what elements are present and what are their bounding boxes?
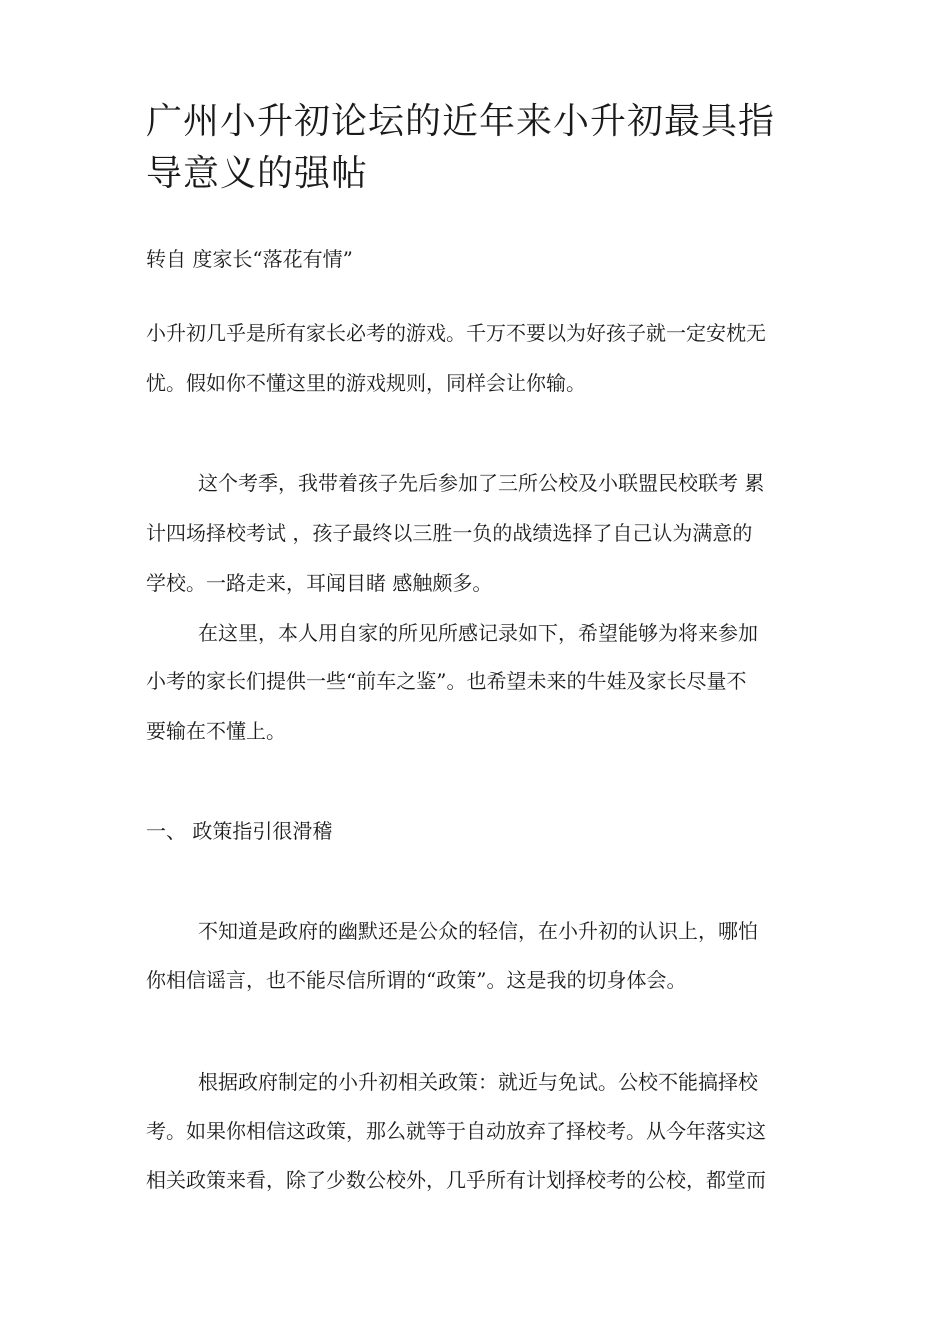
paragraph-line: 这个考季，我带着孩子先后参加了三所公校及小联盟民校联考 累 [198, 471, 765, 495]
paragraph-line: 你相信谣言，也不能尽信所谓的“政策”。这是我的切身体会。 [146, 968, 687, 992]
paragraph-line: 小升初几乎是所有家长必考的游戏。千万不要以为好孩子就一定安枕无 [146, 321, 766, 345]
paragraph-line: 不知道是政府的幽默还是公众的轻信，在小升初的认识上，哪怕 [198, 919, 758, 943]
document-title [146, 96, 826, 200]
paragraph-line: 根据政府制定的小升初相关政策：就近与免试。公校不能搞择校 [198, 1070, 758, 1094]
title-line-2: 导意义的强帖 [146, 153, 369, 194]
paragraph-line: 小考的家长们提供一些“前车之鉴”。也希望未来的牛娃及家长尽量不 [146, 669, 747, 693]
paragraph-line: 学校。一路走来，耳闻目睹 感触颇多。 [146, 571, 493, 595]
title-line-1: 广州小升初论坛的近年来小升初最具指 [146, 101, 776, 142]
section-heading: 一、 政策指引很滑稽 [146, 819, 333, 843]
source-line: 转自 度家长“落花有情” [146, 247, 353, 271]
paragraph-line: 要输在不懂上。 [146, 719, 286, 743]
paragraph-line: 相关政策来看，除了少数公校外，几乎所有计划择校考的公校，都堂而 [146, 1168, 766, 1192]
paragraph-line: 忧。假如你不懂这里的游戏规则，同样会让你输。 [146, 371, 586, 395]
paragraph-line: 计四场择校考试 ，孩子最终以三胜一负的战绩选择了自己认为满意的 [146, 521, 753, 545]
paragraph-line: 在这里，本人用自家的所见所感记录如下，希望能够为将来参加 [198, 621, 758, 645]
paragraph-line: 考。如果你相信这政策，那么就等于自动放弃了择校考。从今年落实这 [146, 1119, 766, 1143]
